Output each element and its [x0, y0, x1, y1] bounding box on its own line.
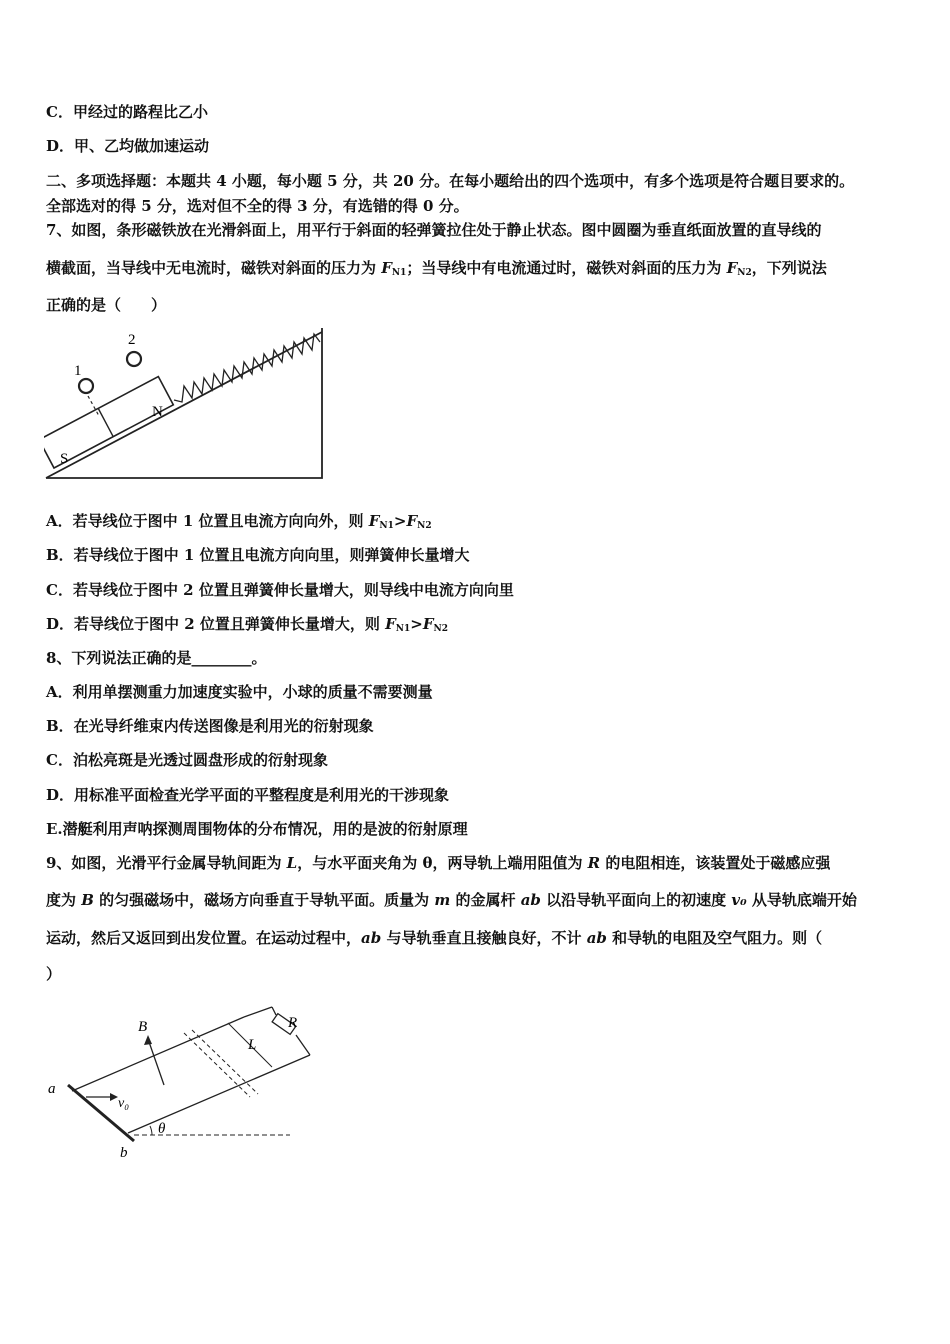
q7-option-d	[46, 614, 448, 639]
symbol-l: L	[286, 854, 298, 872]
q9-text: 的金属杆	[450, 891, 521, 909]
symbol-f: F	[385, 615, 396, 633]
q7-option-a	[46, 511, 432, 536]
q7-text-a: 横截面，当导线中无电流时，磁铁对斜面的压力为	[46, 259, 382, 277]
label-1: 1	[74, 363, 82, 379]
symbol-f: F	[406, 512, 418, 530]
symbol-ab: ab	[520, 891, 541, 909]
symbol-m: m	[434, 891, 451, 909]
option-d-prev: D．甲、乙均做加速运动	[46, 137, 210, 155]
subscript-n1: N1	[391, 268, 407, 278]
label-theta: θ	[158, 1121, 166, 1137]
q8-option-d: D．用标准平面检查光学平面的平整程度是利用光的干涉现象	[46, 786, 450, 804]
q7-stem-line2	[46, 258, 827, 283]
label-2: 2	[128, 332, 136, 348]
q9-text: 的匀强磁场中，磁场方向垂直于导轨平面。质量为	[93, 891, 435, 909]
symbol-f: F	[368, 512, 380, 530]
q9-stem-line1	[46, 853, 830, 873]
q9-stem-line4: ）	[46, 965, 62, 983]
section-heading: 二、多项选择题：本题共 4 小题，每小题 5 分，共 20 分。在每小题给出的四个选项中，有多个选项是符合题目要求的。	[46, 172, 855, 190]
subscript-n2: N2	[417, 521, 432, 531]
q8-stem: 8、下列说法正确的是________。	[46, 649, 267, 667]
q8-option-b: B．在光导纤维束内传送图像是利用光的衍射现象	[46, 717, 374, 735]
q9-text: 的电阻相连，该装置处于磁感应强	[600, 854, 831, 872]
subscript-n1: N1	[379, 521, 394, 531]
q9-stem-line3	[46, 928, 822, 948]
symbol-ab: ab	[586, 929, 607, 947]
q9-text: 运动，然后又返回到出发位置。在运动过程中，	[46, 929, 362, 947]
label-s: S	[60, 451, 69, 467]
rail-figure	[44, 1005, 314, 1165]
subscript-n2: N2	[737, 268, 752, 278]
symbol-f: F	[381, 259, 392, 277]
q9-text: 从导轨底端开始	[746, 891, 857, 909]
option-c-prev: C．甲经过的路程比乙小	[46, 103, 208, 121]
symbol-f: F	[726, 259, 738, 277]
greater-than: >	[410, 615, 423, 633]
symbol-v0: v₀	[731, 891, 747, 909]
incline-magnet-figure	[44, 320, 334, 490]
subscript-n2: N2	[433, 624, 449, 634]
q7-option-b: B．若导线位于图中 1 位置且电流方向向里，则弹簧伸长量增大	[46, 546, 470, 564]
label-v0: v₀	[118, 1096, 130, 1111]
section-instruction: 全部选对的得 5 分，选对但不全的得 3 分，有选错的得 0 分。	[46, 197, 469, 215]
q8-option-a: A．利用单摆测重力加速度实验中，小球的质量不需要测量	[46, 683, 433, 701]
q9-stem-line2	[46, 890, 857, 910]
label-b-field: B	[138, 1019, 148, 1035]
symbol-b: B	[81, 891, 94, 909]
label-n: N	[152, 404, 163, 420]
q7-stem-line1: 7、如图，条形磁铁放在光滑斜面上，用平行于斜面的轻弹簧拉住处于静止状态。图中圆圈为垂直纸面放置的直导线的	[46, 221, 822, 239]
label-r: R	[288, 1015, 298, 1031]
q7-text-c: ，下列说法	[751, 259, 827, 277]
label-l: L	[248, 1037, 257, 1053]
label-a: a	[48, 1081, 56, 1097]
symbol-ab: ab	[361, 929, 382, 947]
q8-option-c: C．泊松亮斑是光透过圆盘形成的衍射现象	[46, 751, 328, 769]
wire-position-1	[79, 379, 93, 393]
q9-text: 以沿导轨平面向上的初速度	[540, 891, 732, 909]
q7-option-d-text: D．若导线位于图中 2 位置且弹簧伸长量增大，则	[46, 615, 386, 633]
symbol-r: R	[587, 854, 601, 872]
q7-option-a-text: A．若导线位于图中 1 位置且电流方向向外，则	[46, 512, 369, 530]
q9-text: 9、如图，光滑平行金属导轨间距为	[46, 854, 287, 872]
q8-option-e: E.潜艇利用声呐探测周围物体的分布情况，用的是波的衍射原理	[46, 820, 468, 838]
q9-text: 和导轨的电阻及空气阻力。则（	[606, 929, 823, 947]
q7-stem-line3: 正确的是（ ）	[46, 296, 167, 314]
greater-than: >	[393, 512, 407, 530]
wire-position-2	[127, 352, 141, 366]
q7-option-c: C．若导线位于图中 2 位置且弹簧伸长量增大，则导线中电流方向向里	[46, 581, 514, 599]
q7-text-b: ；当导线中有电流通过时，磁铁对斜面的压力为	[406, 259, 727, 277]
q9-text: ，与水平面夹角为 θ，两导轨上端用阻值为	[297, 854, 588, 872]
label-b-end: b	[120, 1145, 128, 1161]
subscript-n1: N1	[395, 624, 411, 634]
q9-text: 度为	[46, 891, 82, 909]
symbol-f: F	[422, 615, 434, 633]
q9-text: 与导轨垂直且接触良好，不计	[381, 929, 587, 947]
